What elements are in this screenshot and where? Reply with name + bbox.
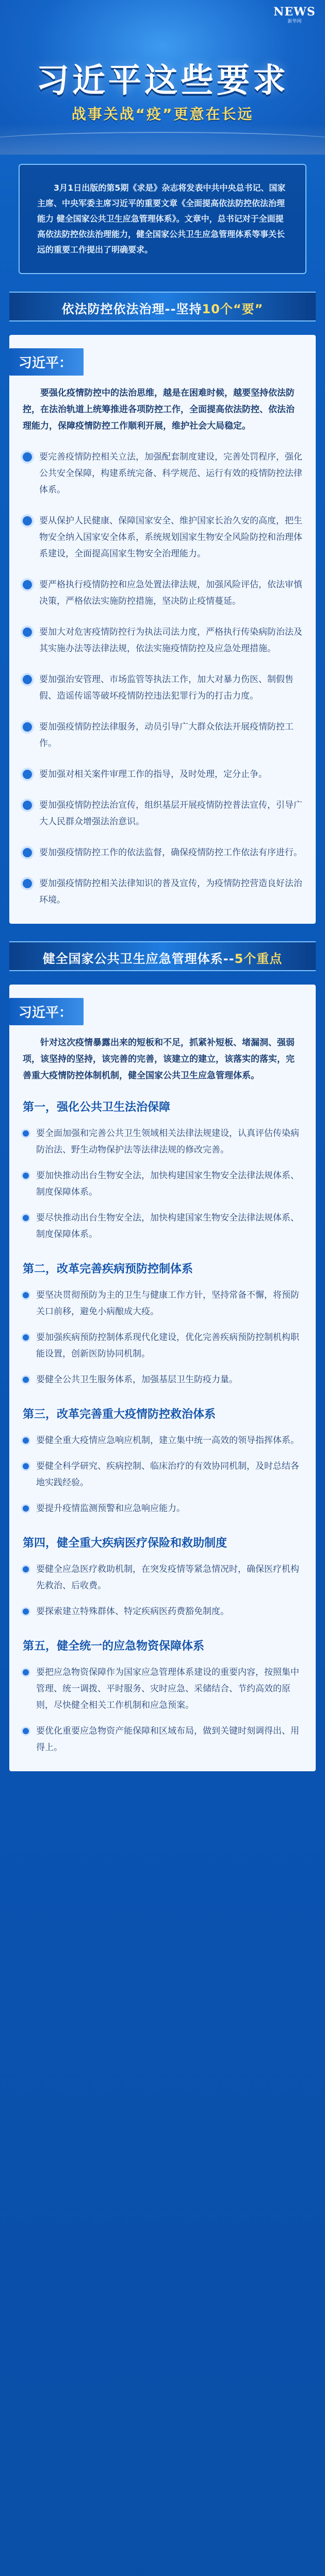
bullet-dot-icon xyxy=(23,879,32,888)
quote-heading: 习近平： xyxy=(9,998,84,1025)
list-item xyxy=(23,1210,302,1243)
list-item-text: 要加强治安管理、市场监管等执法工作，加大对暴力伤医、制假售假、造谣传谣等破坏疫情防控违法犯罪行为的打击力度。 xyxy=(39,674,294,701)
bullet-dot-icon xyxy=(23,848,32,857)
logo-sub: 新华网 xyxy=(287,19,302,24)
quote-text: 针对这次疫情暴露出来的短板和不足，抓紧补短板、堵漏洞、强弱项，该坚持的坚持，该完善的完善，该建立的建立，该落实的落实，完善重大疫情防控体制机制，健全国家公共卫生应急管理体系。 xyxy=(23,1038,295,1081)
list-item xyxy=(23,719,302,752)
list-item xyxy=(23,875,302,908)
bullet-dot-icon xyxy=(23,675,32,684)
list-item xyxy=(23,1287,302,1320)
page-title: 习近平这些要求 xyxy=(36,61,289,100)
brand-logo xyxy=(271,5,318,24)
section2-banner-text: 健全国家公共卫生应急管理体系-- xyxy=(42,952,235,966)
list-item-text: 要健全公共卫生服务体系，加强基层卫生防疫力量。 xyxy=(36,1375,238,1385)
list-item xyxy=(23,1500,302,1517)
intro-text: 3月1日出版的第5期《求是》杂志将发表中共中央总书记、国家主席、中央军委主席习近平的重要文章《全面提高依法防控依法治理能力 健全国家公共卫生应急管理体系》。文章中，总书记对于全面提高依法防控依法治理能力，健全国家公共卫生应急管理体系等事关长远的重要工作提出了明确要求。 xyxy=(37,183,286,255)
bullet-dot-icon xyxy=(23,1463,29,1469)
hero-fade xyxy=(0,124,325,155)
list-item xyxy=(23,1125,302,1158)
bullet-dot-icon xyxy=(23,1215,29,1221)
group-heading: 第二，改革完善疾病预防控制体系 xyxy=(23,1263,193,1276)
list-item-text: 要加强疫情防控相关法律知识的普及宣传，为疫情防控营造良好法治环境。 xyxy=(39,878,302,905)
list-item-text: 要加强疫情防控工作的依法监督，确保疫情防控工作依法有序进行。 xyxy=(39,848,302,858)
list-item-text: 要尽快推动出台生物安全法，加快构建国家生物安全法律法规体系、制度保障体系。 xyxy=(36,1213,299,1240)
quote-text: 要强化疫情防控中的法治思维，越是在困难时候，越要坚持依法防控，在法治轨道上统筹推进各项防控工作，全面提高依法防控、依法治理能力，保障疫情防控工作顺利开展，维护社会大局稳定。 xyxy=(23,388,295,431)
list-item xyxy=(23,844,302,861)
list-item xyxy=(23,766,302,783)
list-item-text: 要完善疫情防控相关立法，加强配套制度建设，完善处罚程序，强化公共安全保障，构建系统完备、科学规范、运行有效的疫情防控法律体系。 xyxy=(39,452,302,495)
bullet-dot-icon xyxy=(23,628,32,637)
list-item-text: 要加快推动出台生物安全法，加快构建国家生物安全法律法规体系、制度保障体系。 xyxy=(36,1171,299,1197)
bullet-dot-icon xyxy=(23,1173,29,1179)
list-item-text: 要优化重要应急物资产能保障和区域布局，做到关键时刻调得出、用得上。 xyxy=(36,1726,299,1753)
quote-heading: 习近平： xyxy=(9,348,84,376)
intro-box xyxy=(19,164,306,274)
list-item xyxy=(23,1603,302,1620)
list-item xyxy=(23,1664,302,1714)
list-item xyxy=(23,1329,302,1362)
bullet-dot-icon xyxy=(23,1130,29,1137)
logo-mark: NEWS xyxy=(273,5,316,19)
list-item-text: 要加大对危害疫情防控行为执法司法力度，严格执行传染病防治法及其实施办法等法律法规，依法实施疫情防控及应急处理措施。 xyxy=(39,627,302,654)
list-item xyxy=(23,1561,302,1594)
bullet-dot-icon xyxy=(23,770,32,779)
list-item-text: 要加强疫情防控法治宣传，组织基层开展疫情防控普法宣传，引导广大人民群众增强法治意识。 xyxy=(39,800,302,827)
bullet-dot-icon xyxy=(23,722,32,732)
list-item xyxy=(23,577,302,609)
group-heading: 第五，健全统一的应急物资保障体系 xyxy=(23,1640,205,1653)
list-item-text: 要健全应急医疗救助机制，在突发疫情等紧急情况时，确保医疗机构先救治、后收费。 xyxy=(36,1564,299,1591)
list-item xyxy=(23,624,302,657)
list-item-text: 要严格执行疫情防控和应急处置法律法规，加强风险评估，依法审慎决策，严格依法实施防控措施，坚决防止疫情蔓延。 xyxy=(39,580,302,606)
bullet-dot-icon xyxy=(23,580,32,589)
bullet-dot-icon xyxy=(23,1669,29,1675)
list-item-text: 要健全科学研究、疾病控制、临床治疗的有效协同机制，及时总结各地实践经验。 xyxy=(36,1461,299,1488)
list-item xyxy=(23,1371,302,1388)
list-item xyxy=(23,671,302,704)
list-item xyxy=(23,449,302,498)
section1-banner xyxy=(9,292,316,321)
group-heading: 第四，健全重大疾病医疗保险和救助制度 xyxy=(23,1537,228,1550)
list-item-text: 要健全重大疫情应急响应机制，建立集中统一高效的领导指挥体系。 xyxy=(36,1435,299,1446)
bullet-dot-icon xyxy=(23,1292,29,1298)
bullet-dot-icon xyxy=(23,1437,29,1444)
section1-banner-text: 依法防控依法治理--坚持 xyxy=(61,302,202,316)
section1-card xyxy=(9,335,316,924)
list-item xyxy=(23,513,302,562)
bullet-dot-icon xyxy=(23,452,32,462)
list-item-text: 要把应急物资保障作为国家应急管理体系建设的重要内容，按照集中管理、统一调拨、平时服务、灾时应急、采储结合、节约高效的原则，尽快健全相关工作机制和应急预案。 xyxy=(36,1667,299,1710)
bullet-dot-icon xyxy=(23,1377,29,1383)
bullet-dot-icon xyxy=(23,516,32,526)
list-item-text: 要加强疾病预防控制体系现代化建设，优化完善疾病预防控制机构职能设置，创新医防协同机制。 xyxy=(36,1332,299,1359)
list-item-text: 要全面加强和完善公共卫生领域相关法律法规建设，认真评估传染病防治法、野生动物保护法等法律法规的修改完善。 xyxy=(36,1128,299,1155)
list-item xyxy=(23,797,302,830)
list-item-text: 要加强对相关案件审理工作的指导，及时处理，定分止争。 xyxy=(39,769,267,779)
bullet-dot-icon xyxy=(23,1608,29,1615)
group-heading: 第一，强化公共卫生法治保障 xyxy=(23,1101,171,1114)
page-subtitle: 战事关战“疫”更意在长远 xyxy=(71,106,254,123)
bullet-dot-icon xyxy=(23,1566,29,1572)
list-item-text: 要坚决贯彻预防为主的卫生与健康工作方针，坚持常备不懈，将预防关口前移，避免小病酿成大疫。 xyxy=(36,1290,299,1317)
bullet-dot-icon xyxy=(23,1505,29,1512)
list-item xyxy=(23,1723,302,1756)
list-item xyxy=(23,1432,302,1449)
list-item-text: 要探索建立特殊群体、特定疾病医药费豁免制度。 xyxy=(36,1606,229,1617)
section2-banner xyxy=(9,941,316,971)
section2-card xyxy=(9,985,316,1771)
list-item-text: 要从保护人民健康、保障国家安全、维护国家长治久安的高度，把生物安全纳入国家安全体系，系统规划国家生物安全风险防控和治理体系建设，全面提高国家生物安全治理能力。 xyxy=(39,516,302,559)
bullet-dot-icon xyxy=(23,801,32,810)
list-item xyxy=(23,1167,302,1200)
list-item xyxy=(23,1458,302,1491)
bullet-dot-icon xyxy=(23,1728,29,1734)
list-item-text: 要加强疫情防控法律服务，动员引导广大群众依法开展疫情防控工作。 xyxy=(39,722,294,749)
hero-header xyxy=(0,0,325,155)
section1-banner-highlight: 10个“要” xyxy=(202,302,264,316)
section2-banner-highlight: 5个重点 xyxy=(234,952,283,966)
group-heading: 第三，改革完善重大疫情防控救治体系 xyxy=(23,1408,216,1421)
bullet-dot-icon xyxy=(23,1334,29,1341)
list-item-text: 要提升疫情监测预警和应急响应能力。 xyxy=(36,1503,185,1514)
